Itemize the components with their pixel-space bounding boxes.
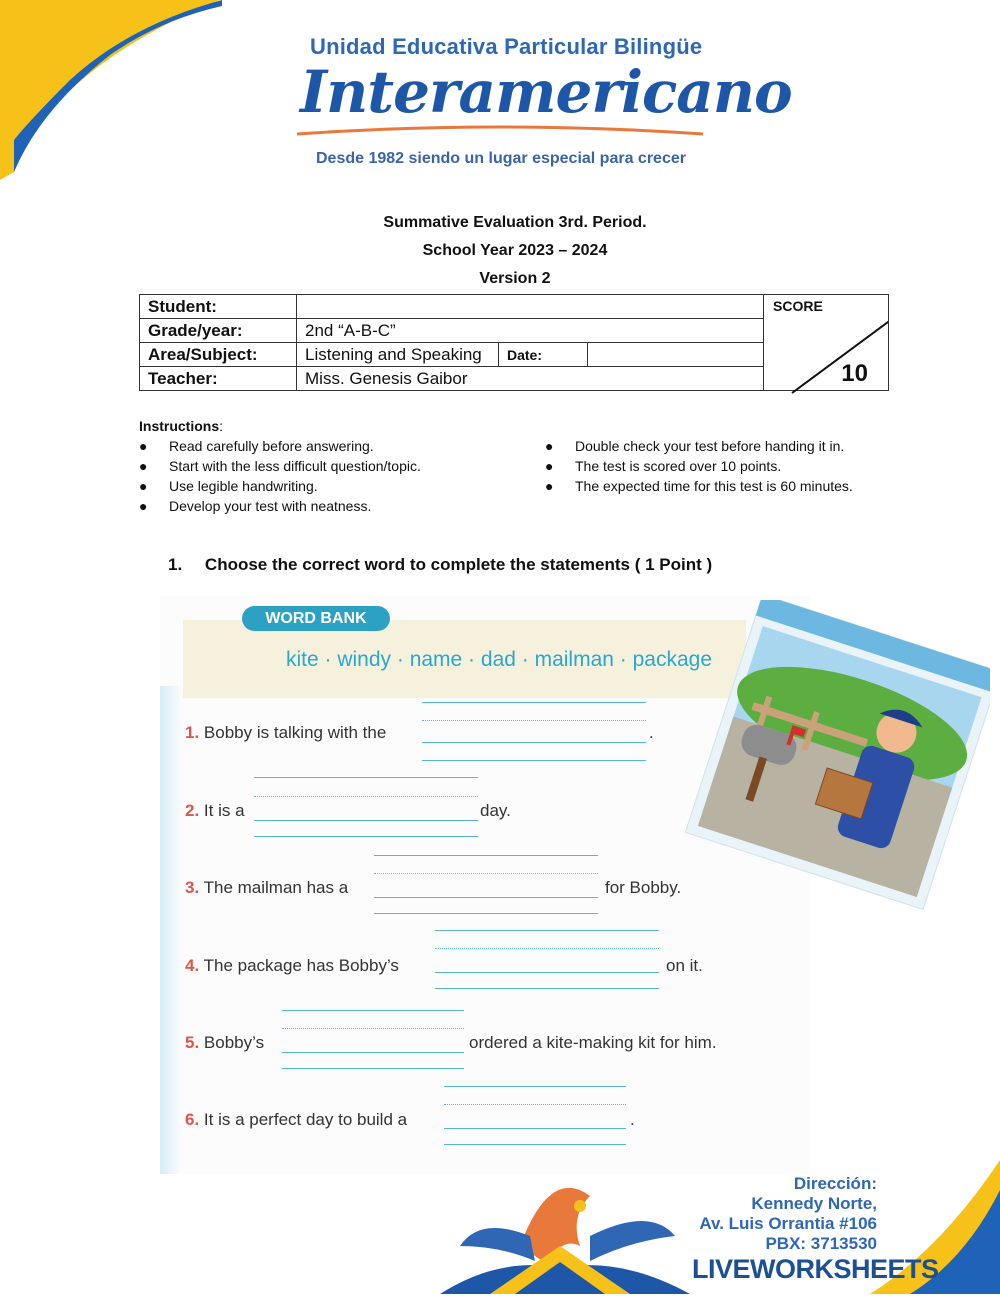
question-number: 1. (168, 555, 183, 574)
blank-guide (254, 796, 478, 797)
answer-blank-6[interactable] (444, 1128, 626, 1129)
blank-guide (282, 1068, 464, 1069)
student-info-table (139, 294, 889, 391)
answer-blank-4[interactable] (435, 972, 659, 973)
sentence-5: 5. Bobby’s (185, 1033, 265, 1052)
sentence-4-end: on it. (666, 956, 703, 975)
tagline: Desde 1982 siendo un lugar especial para crecer (316, 150, 686, 167)
instruction-item: ● Start with the less difficult question/topic. (139, 458, 421, 474)
student-field[interactable] (297, 295, 764, 319)
grade-value: 2nd “A-B-C” (297, 319, 764, 343)
sentence-3: 3. The mailman has a (185, 878, 349, 897)
area-label: Area/Subject: (140, 343, 297, 367)
blank-guide (422, 760, 646, 761)
sentence-4: 4. The package has Bobby’s (185, 956, 399, 975)
school-logo-text: Interamericano (300, 58, 792, 126)
exercise-side-bar (160, 686, 182, 1174)
teacher-value: Miss. Genesis Gaibor (297, 367, 764, 391)
school-line: Unidad Educativa Particular Bilingüe (310, 34, 703, 59)
blank-guide (374, 913, 598, 914)
blank-guide (422, 702, 646, 703)
sentence-3-end: for Bobby. (605, 878, 682, 897)
school-year-title: School Year 2023 – 2024 (422, 242, 608, 259)
blank-guide (282, 1028, 464, 1029)
question-text: Choose the correct word to complete the statements ( 1 Point ) (204, 555, 713, 574)
blank-guide (254, 836, 478, 837)
blank-guide (444, 1104, 626, 1105)
logo-underline (295, 118, 705, 142)
blank-guide (444, 1086, 626, 1087)
sentence-1-end: . (649, 723, 654, 742)
evaluation-title: Summative Evaluation 3rd. Period. (383, 214, 647, 231)
teacher-label: Teacher: (140, 367, 297, 391)
answer-blank-3[interactable] (374, 897, 598, 898)
student-label: Student: (140, 295, 297, 319)
grade-label: Grade/year: (140, 319, 297, 343)
sentence-5-end: ordered a kite-making kit for him. (469, 1033, 717, 1052)
blank-guide (254, 777, 478, 778)
instruction-item: ● The test is scored over 10 points. (545, 458, 782, 474)
word-bank-label: WORD BANK (242, 606, 390, 631)
mailman-illustration (680, 600, 990, 920)
version-title: Version 2 (479, 270, 551, 287)
phoenix-mascot (420, 1176, 710, 1294)
sentence-6-end: . (630, 1110, 635, 1129)
area-value: Listening and Speaking (297, 343, 499, 367)
instructions-left (139, 438, 539, 518)
blank-guide (435, 988, 659, 989)
word-bank-words: kite · windy · name · dad · mailman · package (286, 648, 712, 671)
blank-guide (435, 948, 659, 949)
blank-guide (422, 720, 646, 721)
liveworksheets-watermark: LIVEWORKSHEETS (692, 1254, 939, 1284)
corner-decoration (0, 0, 240, 180)
answer-blank-5[interactable] (282, 1052, 464, 1053)
answer-blank-2[interactable] (254, 820, 478, 821)
instruction-item: ● Double check your test before handing it in. (545, 438, 845, 454)
question-1-heading (168, 555, 712, 575)
blank-guide (374, 855, 598, 856)
score-total: 10 (841, 360, 868, 387)
date-field[interactable] (588, 343, 764, 367)
blank-guide (282, 1010, 464, 1011)
instruction-item: ● Develop your test with neatness. (139, 498, 372, 514)
instruction-item: ● Use legible handwriting. (139, 478, 318, 494)
sentence-2-end: day. (480, 801, 511, 820)
sentence-2: 2. It is a (185, 801, 245, 820)
instructions-right (545, 438, 945, 498)
sentence-6: 6. It is a perfect day to build a (185, 1110, 408, 1129)
school-address: Dirección: Kennedy Norte, Av. Luis Orrantia #106 PBX: 3713530 (699, 1174, 877, 1253)
blank-guide (444, 1144, 626, 1145)
instruction-item: ● The expected time for this test is 60 minutes. (545, 478, 853, 494)
sentence-1: 1. Bobby is talking with the (185, 723, 387, 742)
blank-guide (435, 930, 659, 931)
instructions-heading: Instructions: (139, 418, 224, 434)
date-label: Date: (499, 343, 588, 367)
blank-guide (374, 873, 598, 874)
instruction-item: ● Read carefully before answering. (139, 438, 374, 454)
score-box (764, 295, 889, 391)
answer-blank-1[interactable] (422, 742, 646, 743)
score-label: SCORE (773, 298, 823, 314)
